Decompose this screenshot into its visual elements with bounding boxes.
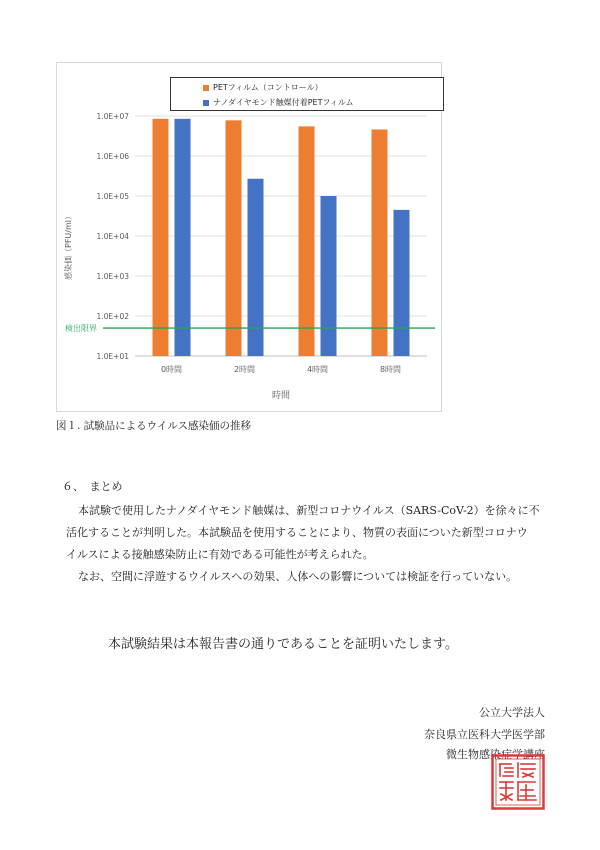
bar-control [226,120,242,356]
detection-limit-label: 検出限界 [65,324,97,334]
legend-item-nanodiamond [203,97,354,108]
chart-frame [56,62,442,412]
summary-line-1: 本試験で使用したナノダイヤモンド触媒は、新型コロナウイルス（SARS-CoV-2）を徐々に不 [78,504,540,517]
bar-control [153,119,169,356]
y-tick-label: 1.0E+01 [96,352,129,361]
summary-line-2: 活化することが判明した。本試験品を使用することにより、物質の表面についた新型コロナウ [66,526,528,539]
bar-nanodiamond [175,119,191,356]
figure-caption: 図１. 試験品によるウイルス感染価の推移 [56,420,252,432]
x-tick-label: 4時間 [306,365,329,374]
bar-control [372,129,388,356]
signature-line-2: 奈良県立医科大学医学部 [424,728,545,741]
legend-swatch-control [203,85,209,91]
legend-swatch-nanodiamond [203,100,209,106]
y-tick-label: 1.0E+03 [96,272,129,281]
chart-legend [170,77,444,111]
x-axis-title: 時間 [271,391,291,401]
x-tick-label: 0時間 [160,365,183,374]
summary-line-3: イルスによる接触感染防止に有効である可能性が考えられた。 [66,548,374,561]
legend-item-control [203,82,323,93]
x-tick-label: 8時間 [379,365,402,374]
y-axis-title: 感染価（PFU/ml） [64,212,73,280]
bar-chart [57,63,443,413]
certification-statement: 本試験結果は本報告書の通りであることを証明いたします。 [108,637,458,652]
y-tick-label: 1.0E+02 [96,312,129,321]
official-seal [491,754,545,810]
y-tick-label: 1.0E+06 [96,152,129,161]
y-tick-label: 1.0E+05 [96,192,129,201]
signature-line-3: 微生物感染症学講座 [446,748,545,761]
summary-line-4: なお、空間に浮遊するウイルスへの効果、人体への影響については検証を行っていない。 [78,570,518,583]
bar-control [299,126,315,356]
signature-line-1: 公立大学法人 [479,706,545,719]
section-heading: ６、 まとめ [62,480,123,493]
y-tick-label: 1.0E+07 [96,112,129,121]
bar-nanodiamond [394,210,410,356]
x-tick-label: 2時間 [233,365,256,374]
y-tick-label: 1.0E+04 [96,232,129,241]
legend-label-nanodiamond: ナノダイヤモンド触媒付着PETフィルム [213,98,354,107]
legend-label-control: PETフィルム（コントロール） [213,83,323,92]
bar-nanodiamond [321,196,337,356]
bar-nanodiamond [248,179,264,356]
